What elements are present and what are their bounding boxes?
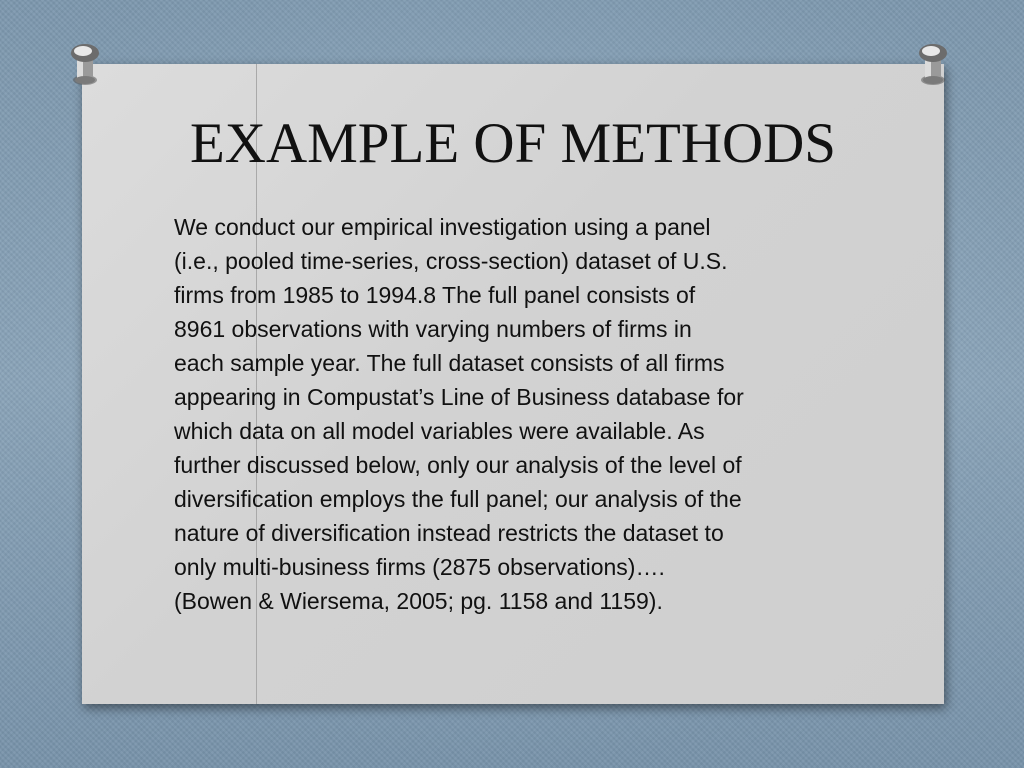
body-line: which data on all model variables were available. As [174, 418, 705, 444]
body-line: diversification employs the full panel; our analysis of the [174, 486, 742, 512]
body-paragraph [174, 210, 864, 618]
body-line: further discussed below, only our analysis of the level of [174, 452, 742, 478]
citation-line: (Bowen & Wiersema, 2005; pg. 1158 and 1159). [174, 588, 663, 614]
body-line: firms from 1985 to 1994.8 The full panel consists of [174, 282, 696, 308]
body-line: each sample year. The full dataset consists of all firms [174, 350, 725, 376]
body-line: We conduct our empirical investigation using a panel [174, 214, 711, 240]
body-line: (i.e., pooled time-series, cross-section) dataset of U.S. [174, 248, 728, 274]
body-line: nature of diversification instead restricts the dataset to [174, 520, 724, 546]
body-line: 8961 observations with varying numbers of firms in [174, 316, 692, 342]
body-line: appearing in Compustat’s Line of Business database for [174, 384, 744, 410]
right-pushpin-icon [916, 40, 950, 88]
left-pushpin-icon [68, 40, 102, 88]
body-line: only multi-business firms (2875 observations)…. [174, 554, 665, 580]
slide-title: EXAMPLE OF METHODS [189, 112, 837, 175]
